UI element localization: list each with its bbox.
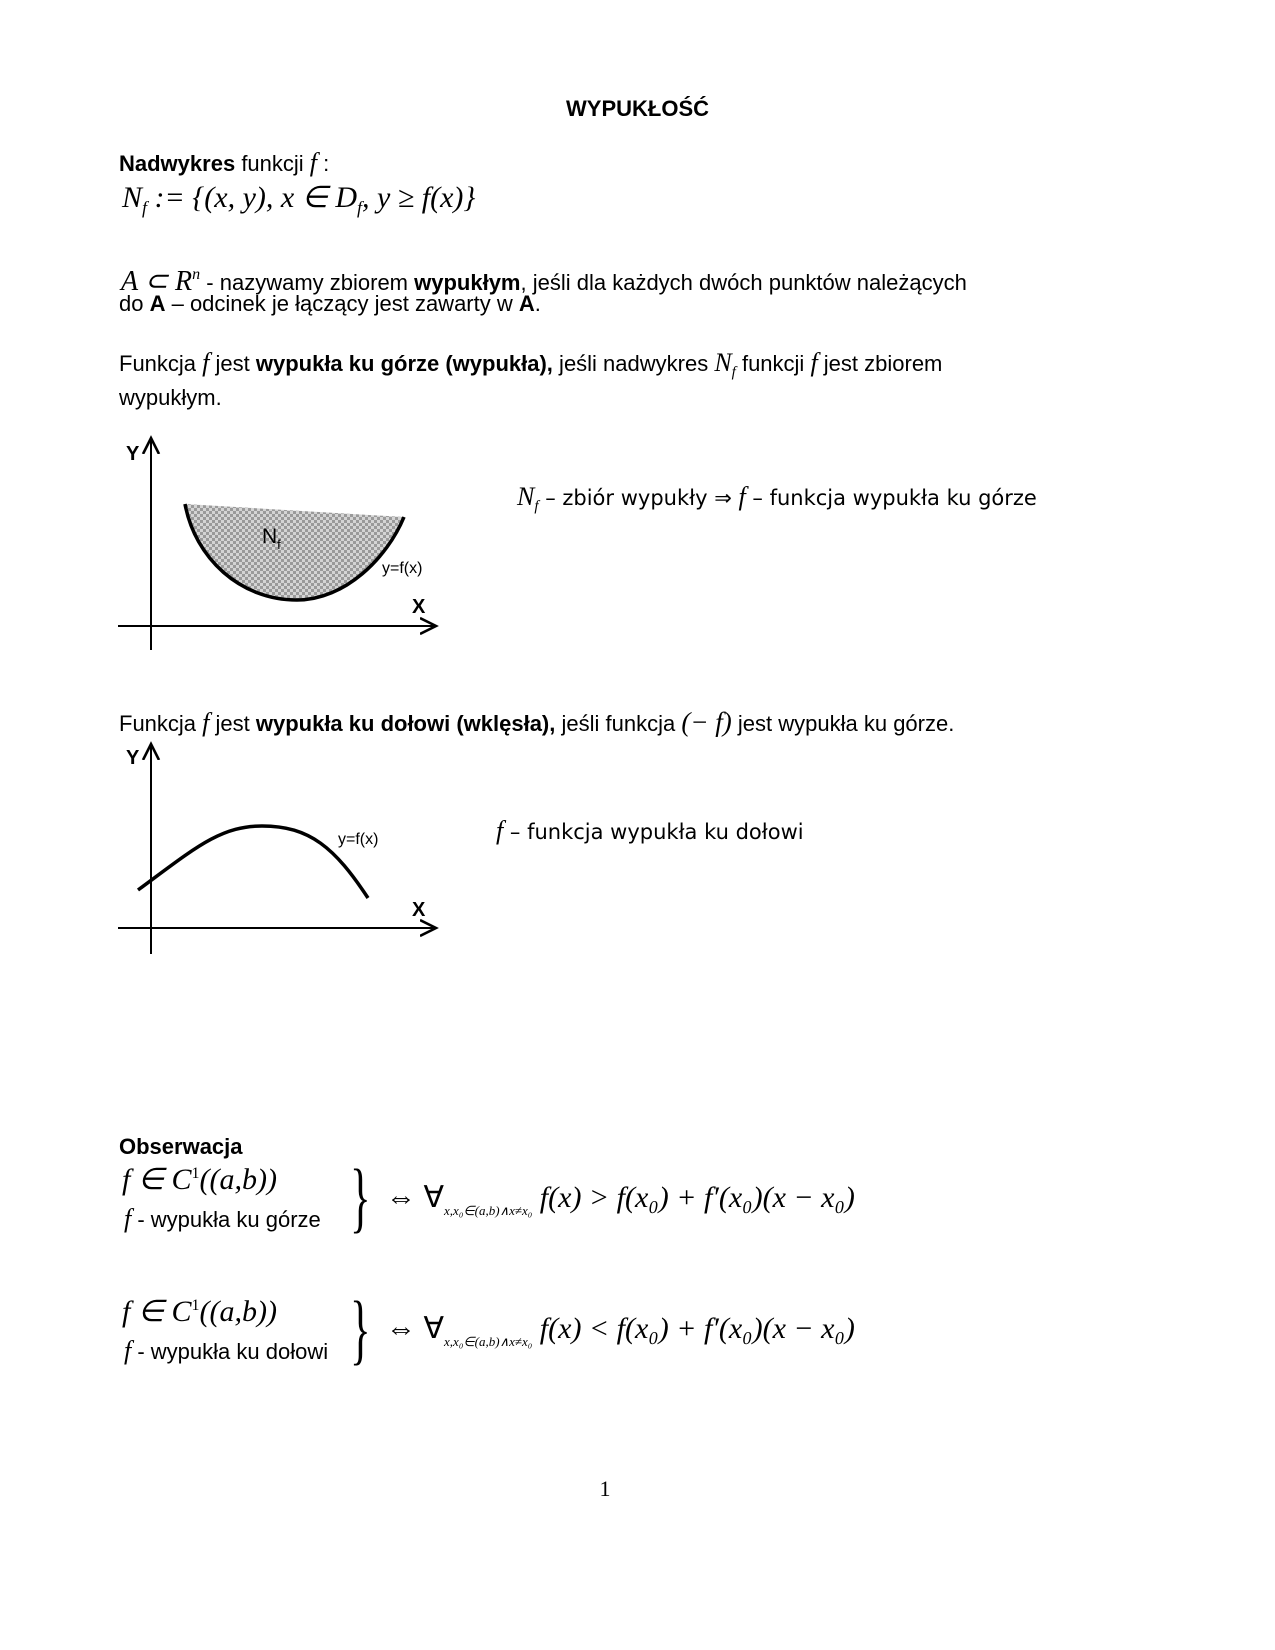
- concave-def-neg-f: (− f): [681, 707, 732, 737]
- concave-def-f: f: [202, 708, 210, 737]
- concave-def-text-4: jest wypukła ku górze.: [731, 711, 955, 736]
- convex-def-bold: wypukła ku górze (wypukła),: [255, 351, 553, 376]
- obs1-quant-sub: x,x₀∈(a,b)∧x≠x₀: [444, 1202, 533, 1218]
- obs2-right-brace: }: [350, 1285, 371, 1372]
- convex-set-math: A ⊂ R: [121, 266, 193, 298]
- obs1-right-brace: }: [350, 1153, 371, 1240]
- convex-def-f2: f: [810, 348, 818, 377]
- graph1-y-label: Y: [126, 443, 140, 465]
- concave-def-text-1: Funkcja: [119, 711, 203, 736]
- obs1-condition-2: [124, 1206, 321, 1233]
- convex-def-text-2: jest: [209, 351, 256, 376]
- graph2-caption-text: – funkcja wypukła ku dołowi: [503, 820, 804, 844]
- graph2-y-label: Y: [126, 747, 140, 769]
- graph1-caption-f: f: [738, 482, 746, 511]
- epigraph-formula-D-sub: f: [357, 197, 363, 218]
- convex-def-line-1: [119, 350, 942, 385]
- graph1-caption-N-sub: f: [534, 498, 539, 515]
- convex-set-line2-text-2: – odcinek je łączący jest zawarty w: [165, 291, 519, 316]
- epigraph-f-symbol: f: [309, 148, 318, 177]
- obs1-cond1: f ∈ C: [122, 1163, 192, 1196]
- graph2-caption-f: f: [496, 816, 504, 845]
- convex-set-text-2: , jeśli dla każdych dwóch punktów należących: [520, 270, 967, 296]
- convex-def-f: f: [202, 348, 210, 377]
- convex-def-line-2: wypukłym.: [119, 385, 222, 410]
- graph1-caption-text-2: – funkcja wypukła ku górze: [745, 486, 1037, 510]
- obs2-cond2-f: f: [124, 1336, 132, 1365]
- convex-def-N: N: [714, 348, 732, 377]
- graph1-caption-text-1: – zbiór wypukły: [538, 486, 715, 510]
- convex-graph: [110, 430, 450, 660]
- obs2-equivalence: [386, 1311, 855, 1350]
- epigraph-formula-rhs: := {(x, y), x ∈ D: [154, 181, 357, 214]
- concave-def-text-3: jeśli funkcja: [555, 711, 682, 736]
- epigraph-region: [185, 504, 404, 600]
- obs1-equivalence: [386, 1180, 855, 1219]
- graph1-region-label: $N_f$: [262, 525, 281, 552]
- obs2-cond1-end: ((a,b)): [199, 1295, 277, 1328]
- convex-set-math-sup: n: [192, 266, 201, 283]
- concave-def-bold: wypukła ku dołowi (wklęsła),: [255, 711, 556, 736]
- obs1-cond1-end: ((a,b)): [199, 1163, 277, 1196]
- obs2-cond2-text: - wypukła ku dołowi: [137, 1339, 329, 1364]
- observation-heading: Obserwacja: [119, 1134, 243, 1159]
- graph1-x-label: X: [412, 596, 426, 618]
- epigraph-formula-rhs-end: , y ≥ f(x)}: [362, 181, 476, 214]
- convex-set-line2-bold-2: A: [518, 291, 535, 316]
- concave-graph: [110, 738, 450, 960]
- convex-set-line2-text-3: .: [534, 291, 541, 316]
- epigraph-text: funkcji: [241, 151, 304, 176]
- obs2-formula: f(x) < f(x₀) + f′(x₀)(x − x₀): [539, 1312, 855, 1345]
- epigraph-formula: [122, 180, 475, 218]
- obs1-cond2-text: - wypukła ku górze: [137, 1207, 321, 1232]
- convex-set-text-1: - nazywamy zbiorem: [200, 270, 415, 296]
- obs1-cond2-f: f: [124, 1204, 132, 1233]
- graph2-caption: [496, 818, 804, 845]
- graph1-curve-label: y=f(x): [382, 560, 423, 577]
- convex-def-text-3: jeśli nadwykres: [552, 351, 715, 376]
- epigraph-term: Nadwykres: [119, 151, 236, 176]
- obs1-equiv: ⇔ ∀: [386, 1181, 445, 1214]
- convex-def-text-5: jest zbiorem: [817, 351, 943, 376]
- concave-def-line: [119, 709, 954, 737]
- obs2-quant-sub: x,x₀∈(a,b)∧x≠x₀: [444, 1333, 533, 1349]
- convex-set-line-2: [119, 291, 541, 317]
- concave-def-text-2: jest: [209, 711, 256, 736]
- obs2-equiv: ⇔ ∀: [386, 1312, 445, 1345]
- convex-def-text-1: Funkcja: [119, 351, 203, 376]
- concave-curve: [138, 826, 368, 898]
- graph1-caption-N: N: [517, 482, 535, 511]
- epigraph-formula-N-sub: f: [142, 197, 148, 218]
- graph2-x-label: X: [412, 899, 426, 921]
- convex-def-text-4: funkcji: [735, 351, 811, 376]
- convex-set-bold-1: wypukłym: [414, 270, 521, 296]
- epigraph-formula-N: N: [122, 181, 143, 214]
- page-number: 1: [599, 1476, 611, 1501]
- obs2-cond1: f ∈ C: [122, 1295, 192, 1328]
- epigraph-definition-line: [119, 150, 329, 177]
- page-title: WYPUKŁOŚĆ: [566, 96, 709, 121]
- implies-arrow: ⇒: [714, 486, 732, 510]
- obs2-condition-1: [122, 1294, 277, 1329]
- obs2-cond1-sup: 1: [191, 1296, 200, 1314]
- obs2-condition-2: [124, 1338, 328, 1365]
- obs1-formula: f(x) > f(x₀) + f′(x₀)(x − x₀): [539, 1181, 855, 1214]
- graph1-caption: [517, 484, 1037, 519]
- convex-set-line2-bold-1: A: [149, 291, 166, 316]
- obs1-cond1-sup: 1: [191, 1164, 200, 1182]
- epigraph-colon: :: [323, 151, 330, 176]
- obs1-condition-1: [122, 1162, 277, 1197]
- graph2-curve-label: y=f(x): [338, 831, 379, 848]
- convex-set-line2-text-1: do: [119, 291, 150, 316]
- convex-def-N-sub: f: [731, 364, 736, 381]
